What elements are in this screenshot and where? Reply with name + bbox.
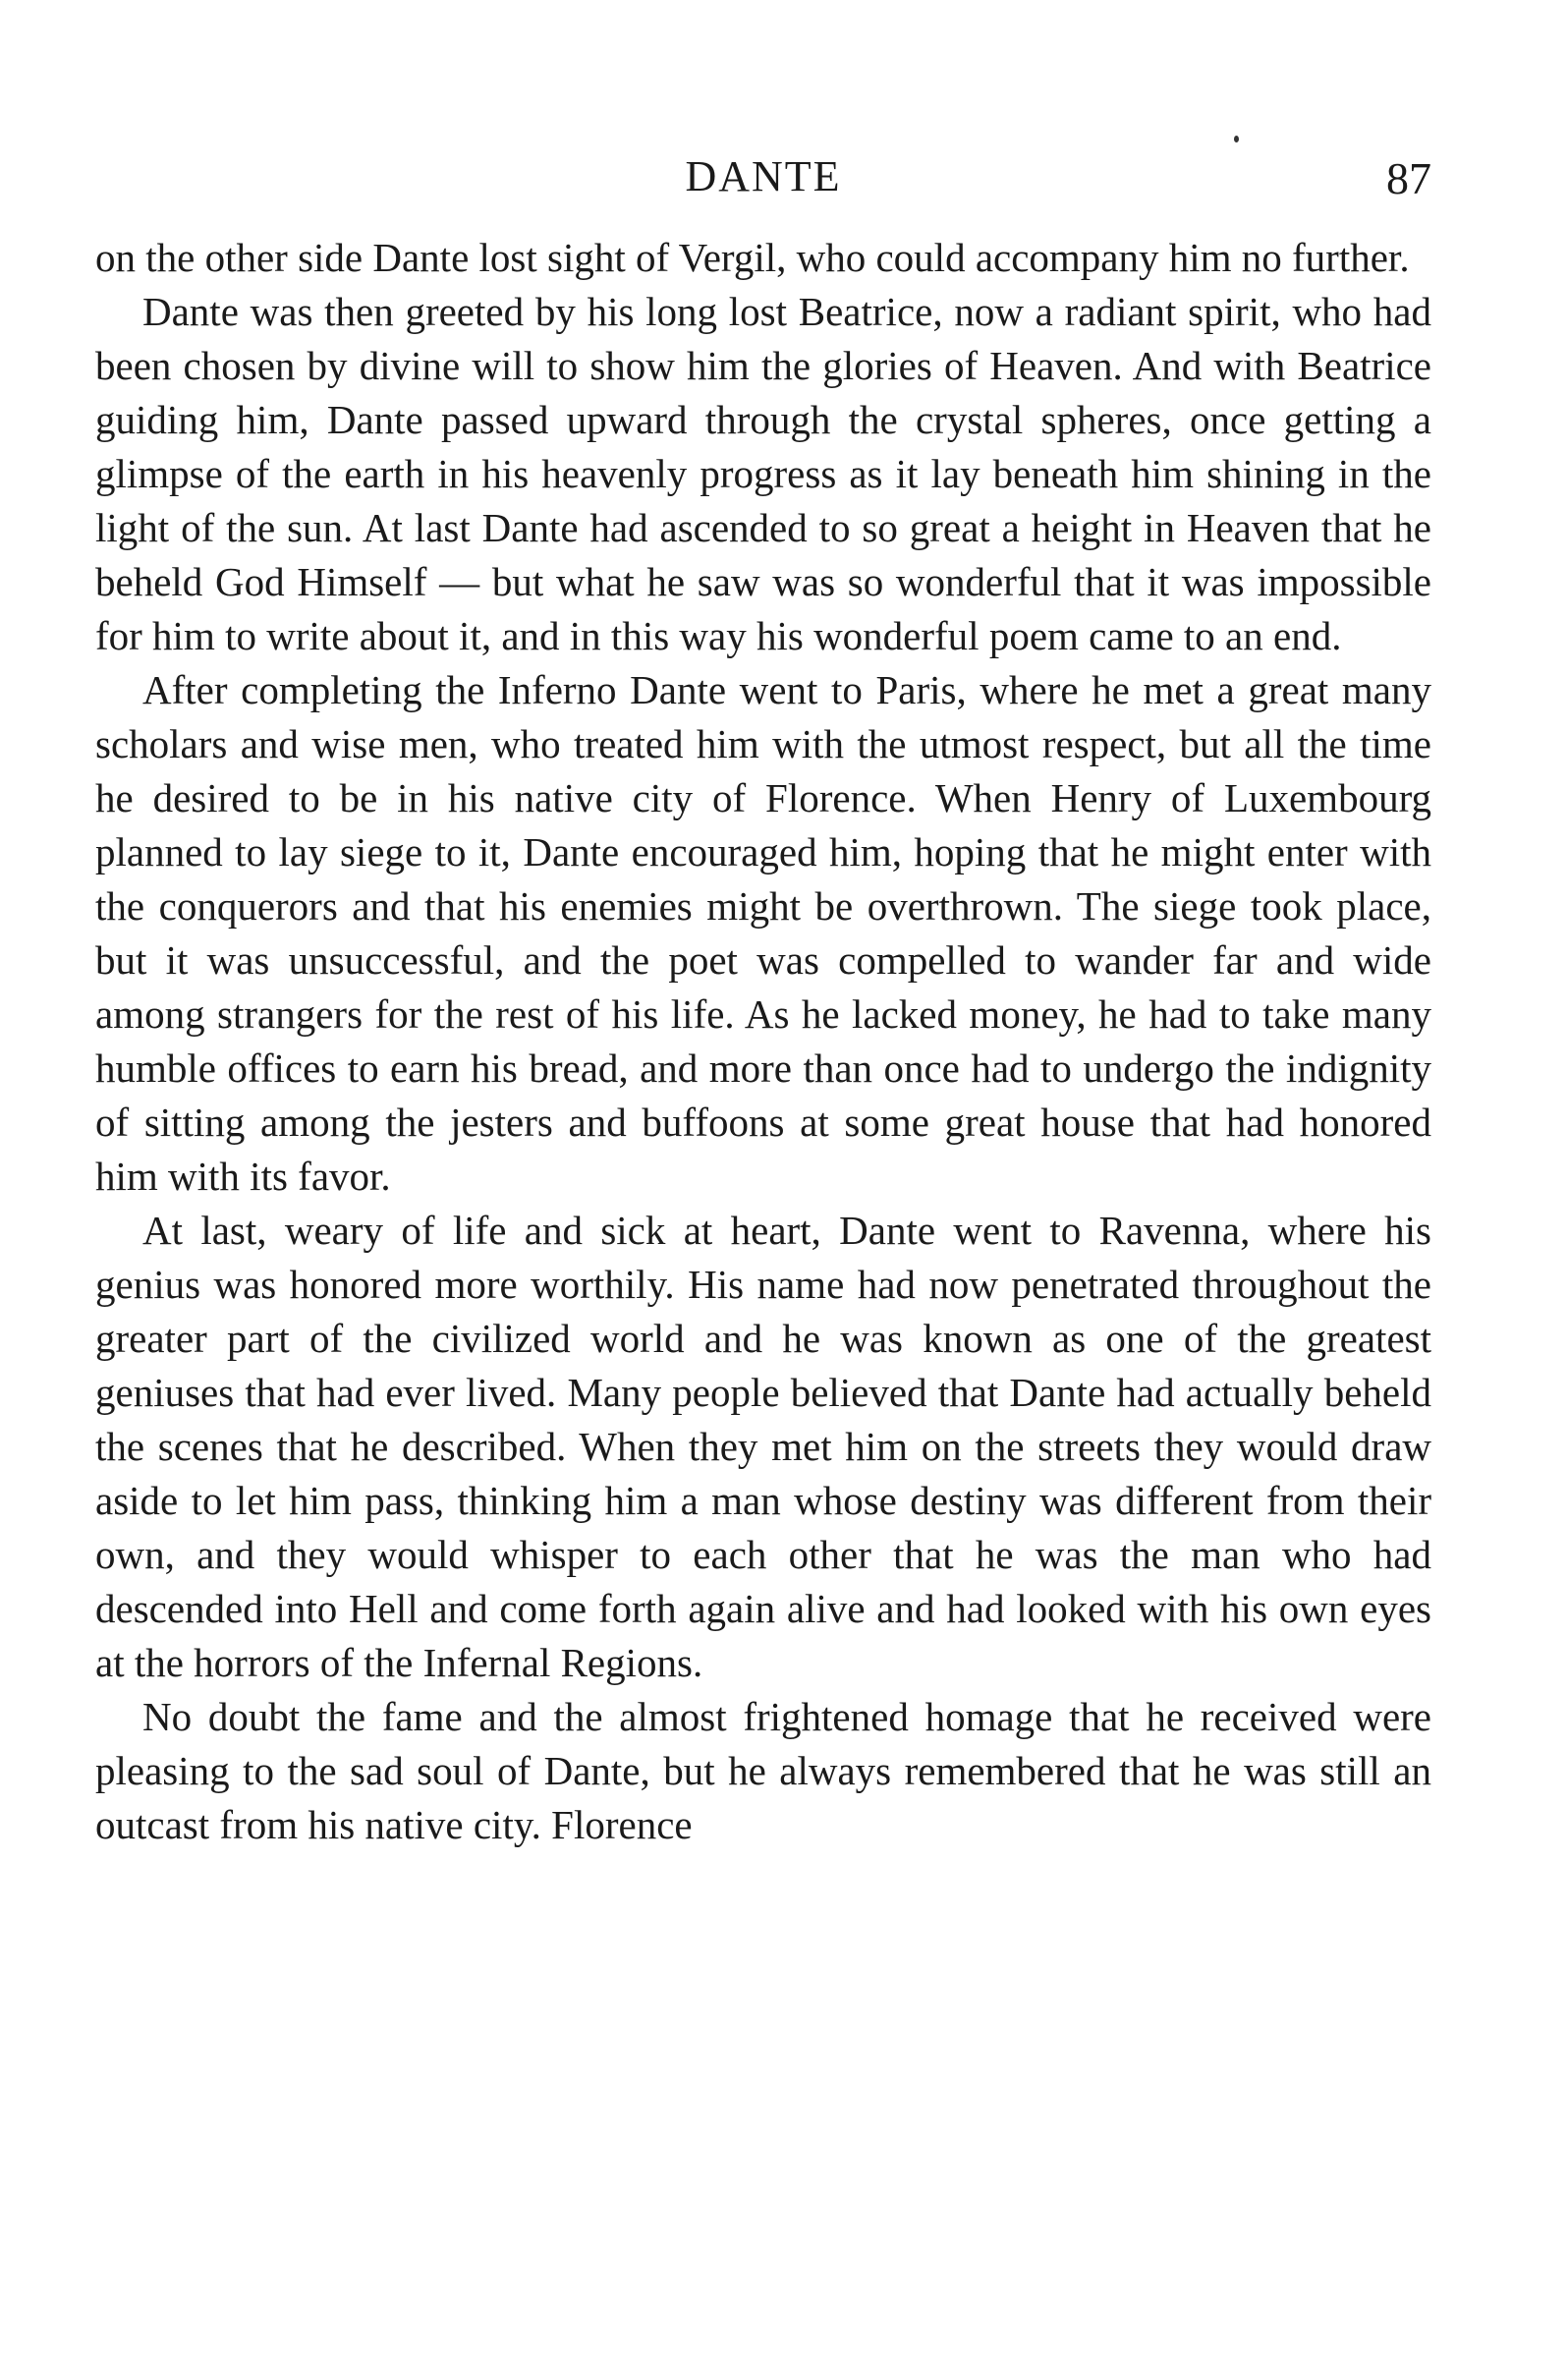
- ink-speck: [1234, 136, 1239, 142]
- body-text: [95, 231, 1431, 1852]
- running-title: DANTE: [685, 152, 842, 200]
- paragraph: No doubt the fame and the almost frightened homage that he received were pleasing to the sad soul of Dante, but he always remembered that he was still an outcast from his native city. Florence: [95, 1694, 1431, 1847]
- page-number: 87: [1386, 153, 1431, 203]
- paragraph: After completing the Inferno Dante went to Paris, where he met a great many scholars and wise men, who treated him with the utmost respect, but all the time he desired to be in his native city of Florence. When Henry of Luxembourg planned to lay siege to it, Dante encouraged him, hoping that he might enter with the conquerors and that his enemies might be overthrown. The siege took place, but it was unsuccessful, and the poet was compelled to wander far and wide among strangers for the rest of his life. As he lacked money, he had to take many humble offices to earn his bread, and more than once had to undergo the indignity of sitting among the jesters and buffoons at some great house that had honored him with its favor.: [95, 667, 1431, 1199]
- paragraph: At last, weary of life and sick at heart, Dante went to Ravenna, where his genius was honored more worthily. His name had now penetrated throughout the greater part of the civilized world and he was known as one of the greatest geniuses that had ever lived. Many people believed that Dante had actually beheld the scenes that he described. When they met him on the streets they would draw aside to let him pass, thinking him a man whose destiny was different from their own, and they would whisper to each other that he was the man who had descended into Hell and come forth again alive and had looked with his own eyes at the horrors of the Infernal Regions.: [95, 1208, 1431, 1685]
- running-head: [95, 147, 1431, 206]
- paragraph: Dante was then greeted by his long lost Beatrice, now a radiant spirit, who had been chosen by divine will to show him the glories of Heaven. And with Beatrice guiding him, Dante passed upward through the crystal spheres, once getting a glimpse of the earth in his heavenly progress as it lay beneath him shining in the light of the sun. At last Dante had ascended to so great a height in Heaven that he beheld God Himself — but what he saw was so wonderful that it was impossible for him to write about it, and in this way his wonderful poem came to an end.: [95, 289, 1431, 658]
- paragraph-continuation: on the other side Dante lost sight of Vergil, who could accompany him no further.: [95, 235, 1410, 280]
